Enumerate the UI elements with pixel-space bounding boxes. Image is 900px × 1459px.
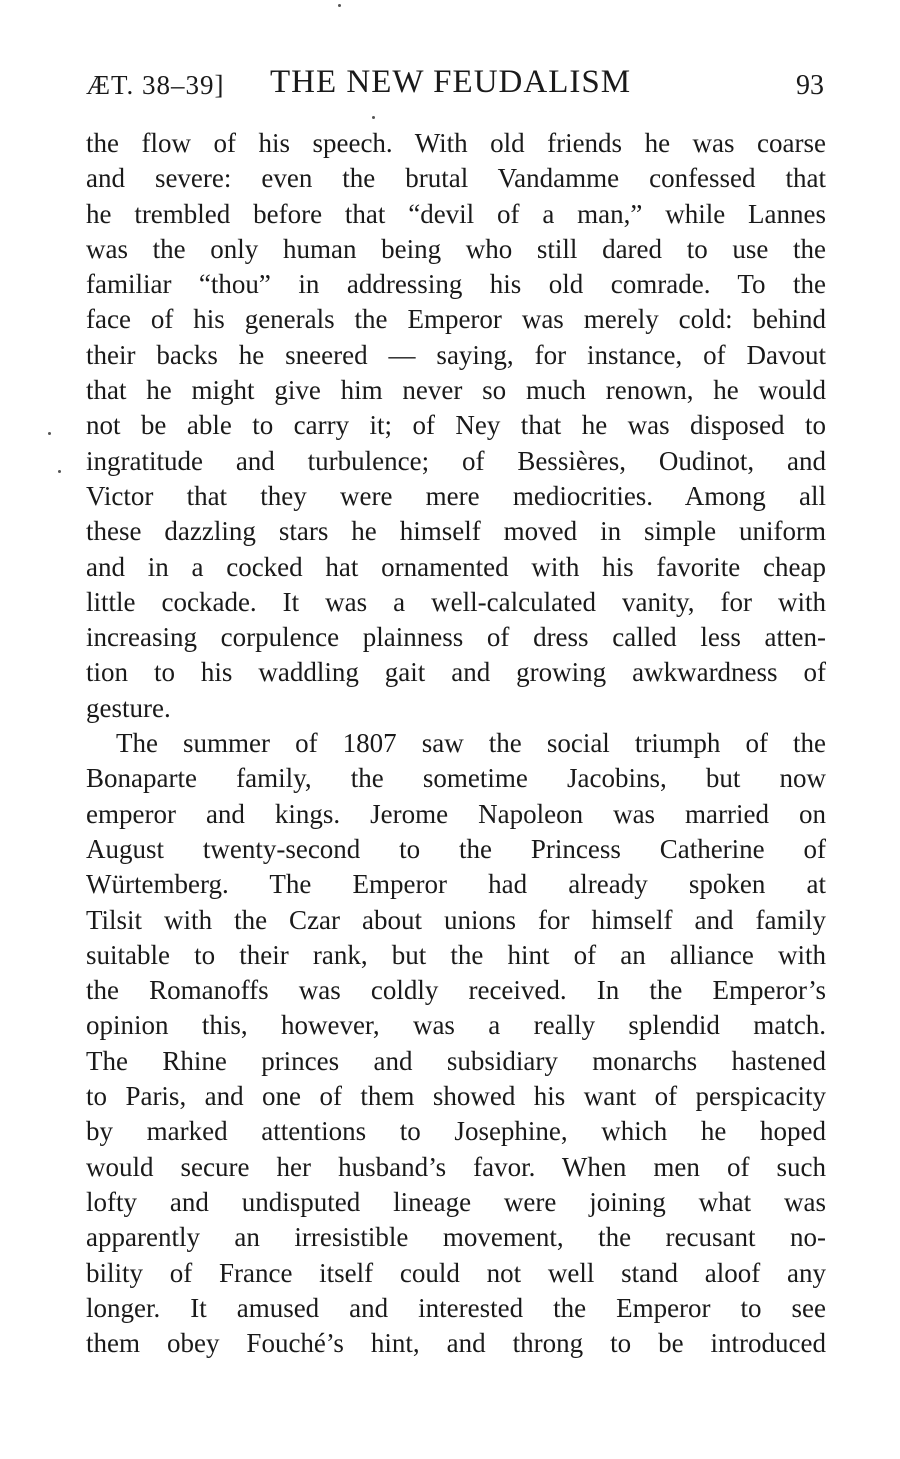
running-head-age: ÆT. 38–39]	[86, 70, 225, 100]
text-line: Tilsit with the Czar about unions for himself and family	[86, 904, 826, 935]
text-line: the flow of his speech. With old friends he was coarse	[86, 128, 826, 158]
text-line: The Rhine princes and subsidiary monarchs hastened	[86, 1045, 826, 1076]
text-line: longer. It amused and interested the Emperor to see	[86, 1292, 826, 1323]
text-line: The summer of 1807 saw the social triumph of the	[116, 728, 826, 759]
text-line: was the only human being who still dared to use the	[86, 233, 826, 264]
paragraph-1	[86, 126, 826, 726]
text-line: he trembled before that “devil of a man,” while Lannes	[86, 198, 826, 229]
text-line: increasing corpulence plainness of dress called less atten-	[86, 622, 826, 653]
text-line: and severe: even the brutal Vandamme confessed that	[86, 163, 826, 194]
text-line: Victor that they were mere mediocrities. Among all	[86, 480, 826, 511]
scan-speck	[48, 432, 51, 435]
text-line: little cockade. It was a well-calculated vanity, for with	[86, 586, 826, 617]
text-line: emperor and kings. Jerome Napoleon was married on	[86, 798, 826, 829]
text-line: them obey Fouché’s hint, and throng to be introduced	[86, 1328, 826, 1359]
page-number: 93	[796, 70, 824, 101]
text-line: apparently an irresistible movement, the recusant no-	[86, 1222, 826, 1253]
text-line: lofty and undisputed lineage were joining what was	[86, 1186, 826, 1217]
scan-speck	[338, 4, 341, 7]
text-line: that he might give him never so much renown, he would	[86, 375, 826, 406]
text-line: their backs he sneered — saying, for instance, of Davout	[86, 339, 826, 370]
text-line: the Romanoffs was coldly received. In the Emperor’s	[86, 975, 826, 1006]
text-line: to Paris, and one of them showed his want of perspicacity	[86, 1081, 826, 1112]
text-line: opinion this, however, was a really splendid match.	[86, 1010, 826, 1041]
text-line: suitable to their rank, but the hint of an alliance with	[86, 939, 826, 970]
running-head-title: THE NEW FEUDALISM	[270, 64, 632, 100]
text-line: bility of France itself could not well stand aloof any	[86, 1257, 826, 1288]
text-line: familiar “thou” in addressing his old comrade. To the	[86, 269, 826, 300]
text-line: face of his generals the Emperor was merely cold: behind	[86, 304, 826, 335]
text-line: these dazzling stars he himself moved in simple uniform	[86, 516, 826, 547]
body-text	[86, 126, 826, 1361]
text-line: tion to his waddling gait and growing awkwardness of	[86, 657, 826, 688]
running-head	[86, 64, 826, 104]
text-line: not be able to carry it; of Ney that he was disposed to	[86, 410, 826, 441]
text-line: ingratitude and turbulence; of Bessières, Oudinot, and	[86, 445, 826, 476]
text-line: by marked attentions to Josephine, which he hoped	[86, 1116, 826, 1147]
text-line: would secure her husband’s favor. When men of such	[86, 1151, 826, 1182]
text-line: gesture.	[86, 692, 171, 723]
text-line: and in a cocked hat ornamented with his favorite cheap	[86, 551, 826, 582]
text-line: August twenty-second to the Princess Catherine of	[86, 833, 826, 864]
paragraph-2	[86, 726, 826, 1361]
text-line: Bonaparte family, the sometime Jacobins, but now	[86, 763, 826, 794]
scan-speck	[58, 470, 61, 473]
text-line: Würtemberg. The Emperor had already spoken at	[86, 869, 826, 900]
scan-speck	[372, 116, 375, 119]
